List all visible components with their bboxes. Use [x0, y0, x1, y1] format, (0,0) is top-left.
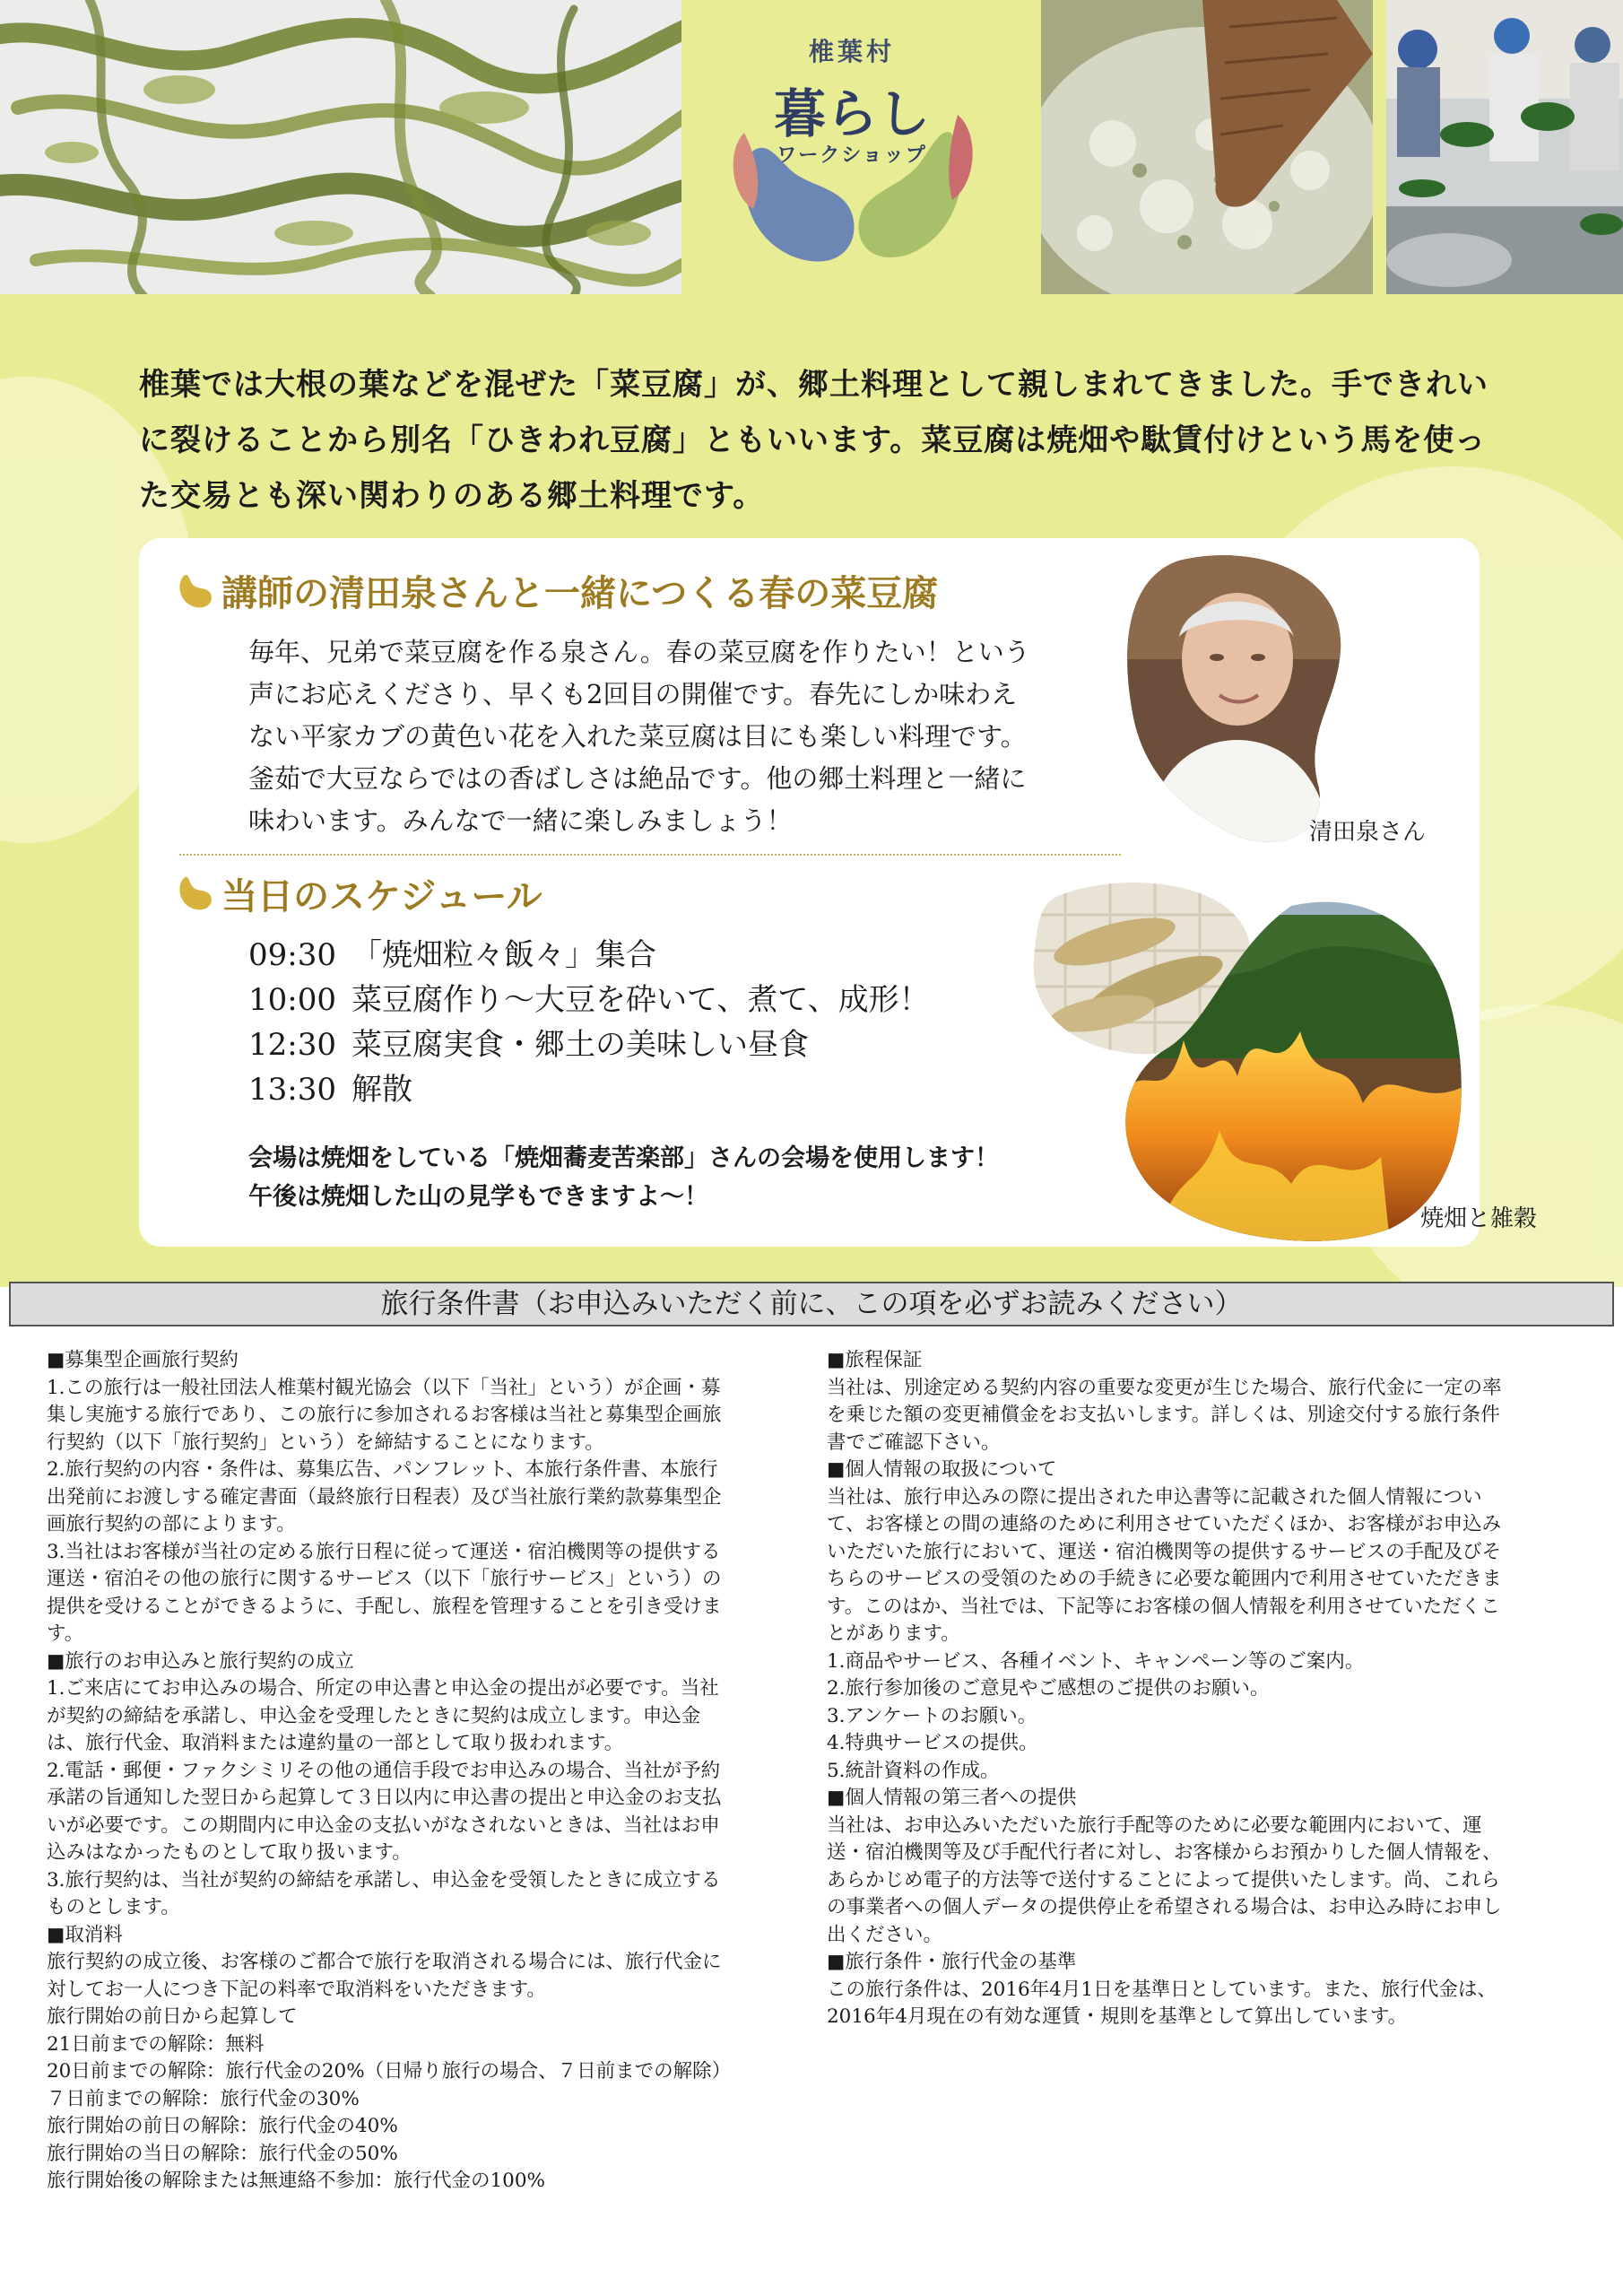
- venue-note: [248, 1139, 999, 1216]
- terms-line: 集し実施する旅行であり、この旅行に参加されるお客様は当社と募集型企画旅: [47, 1404, 722, 1426]
- schedule-list: [248, 933, 930, 1112]
- terms-line: の事業者への個人データの提供停止を希望される場合は、お申込み時にお申し: [827, 1896, 1502, 1918]
- terms-line: ちらのサービスの受領のための手続きに必要な範囲内で利用させていただきま: [827, 1568, 1502, 1590]
- schedule-item: [248, 978, 930, 1022]
- logo-sub-text: ワークショップ: [777, 144, 927, 167]
- schedule-item: [248, 1022, 930, 1067]
- terms-line: 当社は、別途定める契約内容の重要な変更が生じた場合、旅行代金に一定の率: [827, 1376, 1502, 1399]
- terms-line: 出ください。: [827, 1923, 943, 1946]
- schedule-text: 解散: [352, 1072, 412, 1108]
- terms-line: ■旅行条件・旅行代金の基準: [827, 1951, 1077, 1973]
- venue-note-line2: 午後は焼畑した山の見学もできますよ～！: [248, 1183, 708, 1211]
- terms-line: を乗じた額の変更補償金をお支払いします。詳しくは、別途交付する旅行条件: [827, 1404, 1500, 1426]
- terms-line: 書でご確認下さい。: [827, 1431, 1001, 1454]
- terms-line: 2.電話・郵便・ファクシミリその他の通信手段でお申込みの場合、当社が予約: [47, 1759, 721, 1782]
- terms-line: ■個人情報の取扱について: [827, 1458, 1057, 1481]
- schedule-text: 「焼畑粒々飯々」集合: [352, 937, 656, 973]
- schedule-item: [248, 1067, 930, 1112]
- tofu-photo: [0, 0, 681, 294]
- mashing-tofu-photo: [1041, 0, 1373, 294]
- terms-line: 2.旅行契約の内容・条件は、募集広告、パンフレット、本旅行条件書、本旅行: [47, 1458, 718, 1481]
- schedule-section-title: 当日のスケジュール: [221, 875, 542, 918]
- terms-line: 5.統計資料の作成。: [827, 1759, 1000, 1782]
- workshop-people-photo: [1386, 0, 1623, 294]
- terms-right-column: [827, 1347, 1598, 2031]
- terms-line: 1.商品やサービス、各種イベント、キャンペーン等のご案内。: [827, 1649, 1365, 1673]
- burning-field-caption: 焼畑と雑穀: [1420, 1205, 1538, 1232]
- terms-line: 旅行開始の前日から起算して: [47, 2005, 298, 2028]
- terms-line: とがあります。: [827, 1622, 960, 1645]
- terms-line: 旅行開始後の解除または無連絡不参加：旅行代金の100%: [47, 2170, 545, 2192]
- terms-line: 運送・宿泊その他の旅行に関するサービス（以下「旅行サービス」という）の: [47, 1568, 722, 1590]
- terms-line: 3.旅行契約は、当社が契約の締結を承諾し、申込金を受領したときに成立する: [47, 1868, 721, 1892]
- terms-line: 3.アンケートのお願い。: [827, 1704, 1037, 1727]
- instructor-photo: [1125, 552, 1345, 848]
- burning-field-photo: [1121, 897, 1466, 1242]
- terms-line: 旅行契約の成立後、お客様のご都合で旅行を取消される場合には、旅行代金に: [47, 1951, 722, 1973]
- terms-line: 出発前にお渡しする確定書面（最終旅行日程表）及び当社旅行業約款募集型企: [47, 1485, 722, 1509]
- schedule-text: 菜豆腐作り～大豆を砕いて、煮て、成形！: [352, 982, 930, 1018]
- terms-line: が契約の締結を承諾し、申込金を受理したときに契約は成立します。申込金: [47, 1704, 701, 1727]
- schedule-time: 13:30: [248, 1072, 336, 1108]
- terms-line: 承諾の旨通知した翌日から起算して３日以内に申込書の提出と申込金のお支払: [47, 1787, 722, 1809]
- bean-icon: [175, 873, 216, 914]
- instructor-caption: 清田泉さん: [1309, 819, 1427, 846]
- terms-line: 2.旅行参加後のご意見やご感想のご提供のお願い。: [827, 1677, 1270, 1700]
- bean-icon: [175, 570, 216, 612]
- terms-line: 対してお一人につき下記の料率で取消料をいただきます。: [47, 1978, 546, 2001]
- logo-main-text: 暮らし: [773, 83, 930, 144]
- terms-line: ■募集型企画旅行契約: [47, 1349, 239, 1371]
- terms-line: この旅行条件は、2016年4月1日を基準日としています。また、旅行代金は、: [827, 1978, 1497, 2001]
- terms-left-column: [47, 1347, 809, 2196]
- terms-line: いが必要です。この期間内に申込金の支払いがなされないときは、当社はお申: [47, 1813, 720, 1837]
- instructor-section-title: 講師の清田泉さんと一緒につくる春の菜豆腐: [221, 572, 939, 614]
- terms-line: 4.特典サービスの提供。: [827, 1732, 1038, 1754]
- terms-line: 1.この旅行は一般社団法人椎葉村観光協会（以下「当社」という）が企画・募: [47, 1376, 721, 1399]
- instructor-description: 毎年、兄弟で菜豆腐を作る泉さん。春の菜豆腐を作りたい！という声にお応えくださり、早くも2回目の開催です。春先にしか味わえない平家カブの黄色い花を入れた菜豆腐は目にも楽しい料理です。釜茹で大豆ならではの香ばしさは絶品です。他の郷土料理と一緒に味わいます。みんなで一緒に楽しみましょう！: [248, 637, 1030, 836]
- schedule-time: 10:00: [248, 982, 336, 1018]
- terms-line: ■取消料: [47, 1923, 123, 1946]
- terms-line: 行契約（以下「旅行契約」という）を締結することになります。: [47, 1431, 604, 1454]
- terms-line: 当社は、旅行申込みの際に提出された申込書等に記載された個人情報につい: [827, 1485, 1482, 1509]
- terms-header: 旅行条件書（お申込みいただく前に、この項を必ずお読みください）: [9, 1282, 1614, 1326]
- terms-line: 送・宿泊機関等及び手配代行者に対し、お客様からお預かりした個人情報を、: [827, 1841, 1502, 1864]
- section-divider: [179, 854, 1121, 856]
- terms-line: 20日前までの解除：旅行代金の20%（日帰り旅行の場合、７日前までの解除）: [47, 2060, 732, 2083]
- venue-note-line1: 会場は焼畑をしている「焼畑蕎麦苦楽部」さんの会場を使用します！: [248, 1144, 999, 1172]
- terms-line: ■個人情報の第三者への提供: [827, 1787, 1077, 1809]
- workshop-logo: [717, 16, 986, 285]
- terms-line: 3.当社はお客様が当社の定める旅行日程に従って運送・宿泊機関等の提供する: [47, 1540, 721, 1563]
- logo-village-name: 椎葉村: [808, 37, 895, 66]
- terms-line: 旅行開始の当日の解除：旅行代金の50%: [47, 2142, 398, 2165]
- schedule-text: 菜豆腐実食・郷土の美味しい昼食: [352, 1027, 809, 1063]
- intro-paragraph: 椎葉では大根の葉などを混ぜた「菜豆腐」が、郷土料理として親しまれてきました。手できれいに裂けることから別名「ひきわれ豆腐」ともいいます。菜豆腐は焼畑や駄賃付けという馬を使った交易とも深い関わりのある郷土料理です。: [139, 367, 1488, 514]
- terms-line: は、旅行代金、取消料または違約量の一部として取り扱われます。: [47, 1732, 624, 1754]
- terms-line: 当社は、お申込みいただいた旅行手配等のために必要な範囲内において、運: [827, 1813, 1482, 1837]
- terms-line: ■旅行のお申込みと旅行契約の成立: [47, 1649, 354, 1673]
- schedule-time: 12:30: [248, 1027, 336, 1063]
- terms-line: 提供を受けることができるように、手配し、旅程を管理することを引き受けま: [47, 1595, 722, 1618]
- terms-line: す。: [47, 1622, 84, 1645]
- terms-line: ■旅程保証: [827, 1349, 923, 1371]
- terms-line: 21日前までの解除：無料: [47, 2032, 265, 2056]
- terms-line: 2016年4月現在の有効な運賃・規則を基準として算出しています。: [827, 2005, 1408, 2028]
- terms-line: す。このはか、当社では、下記等にお客様の個人情報を利用させていただくこ: [827, 1595, 1500, 1618]
- terms-line: いただいた旅行において、運送・宿泊機関等の提供するサービスの手配及びそ: [827, 1540, 1502, 1563]
- schedule-item: [248, 933, 930, 978]
- terms-line: あらかじめ電子的方法等で送付することによって提供いたします。尚、これら: [827, 1868, 1500, 1892]
- terms-line: て、お客様との間の連絡のために利用させていただくほか、お客様がお申込み: [827, 1513, 1502, 1535]
- terms-line: 旅行開始の前日の解除：旅行代金の40%: [47, 2115, 398, 2137]
- terms-line: ものとします。: [47, 1896, 180, 1918]
- terms-line: 画旅行契約の部によります。: [47, 1513, 296, 1535]
- terms-line: 1.ご来店にてお申込みの場合、所定の申込書と申込金の提出が必要です。当社: [47, 1677, 719, 1700]
- terms-line: ７日前までの解除：旅行代金の30%: [47, 2087, 360, 2110]
- schedule-time: 09:30: [248, 937, 336, 973]
- terms-line: 込みはなかったものとして取り扱います。: [47, 1841, 412, 1864]
